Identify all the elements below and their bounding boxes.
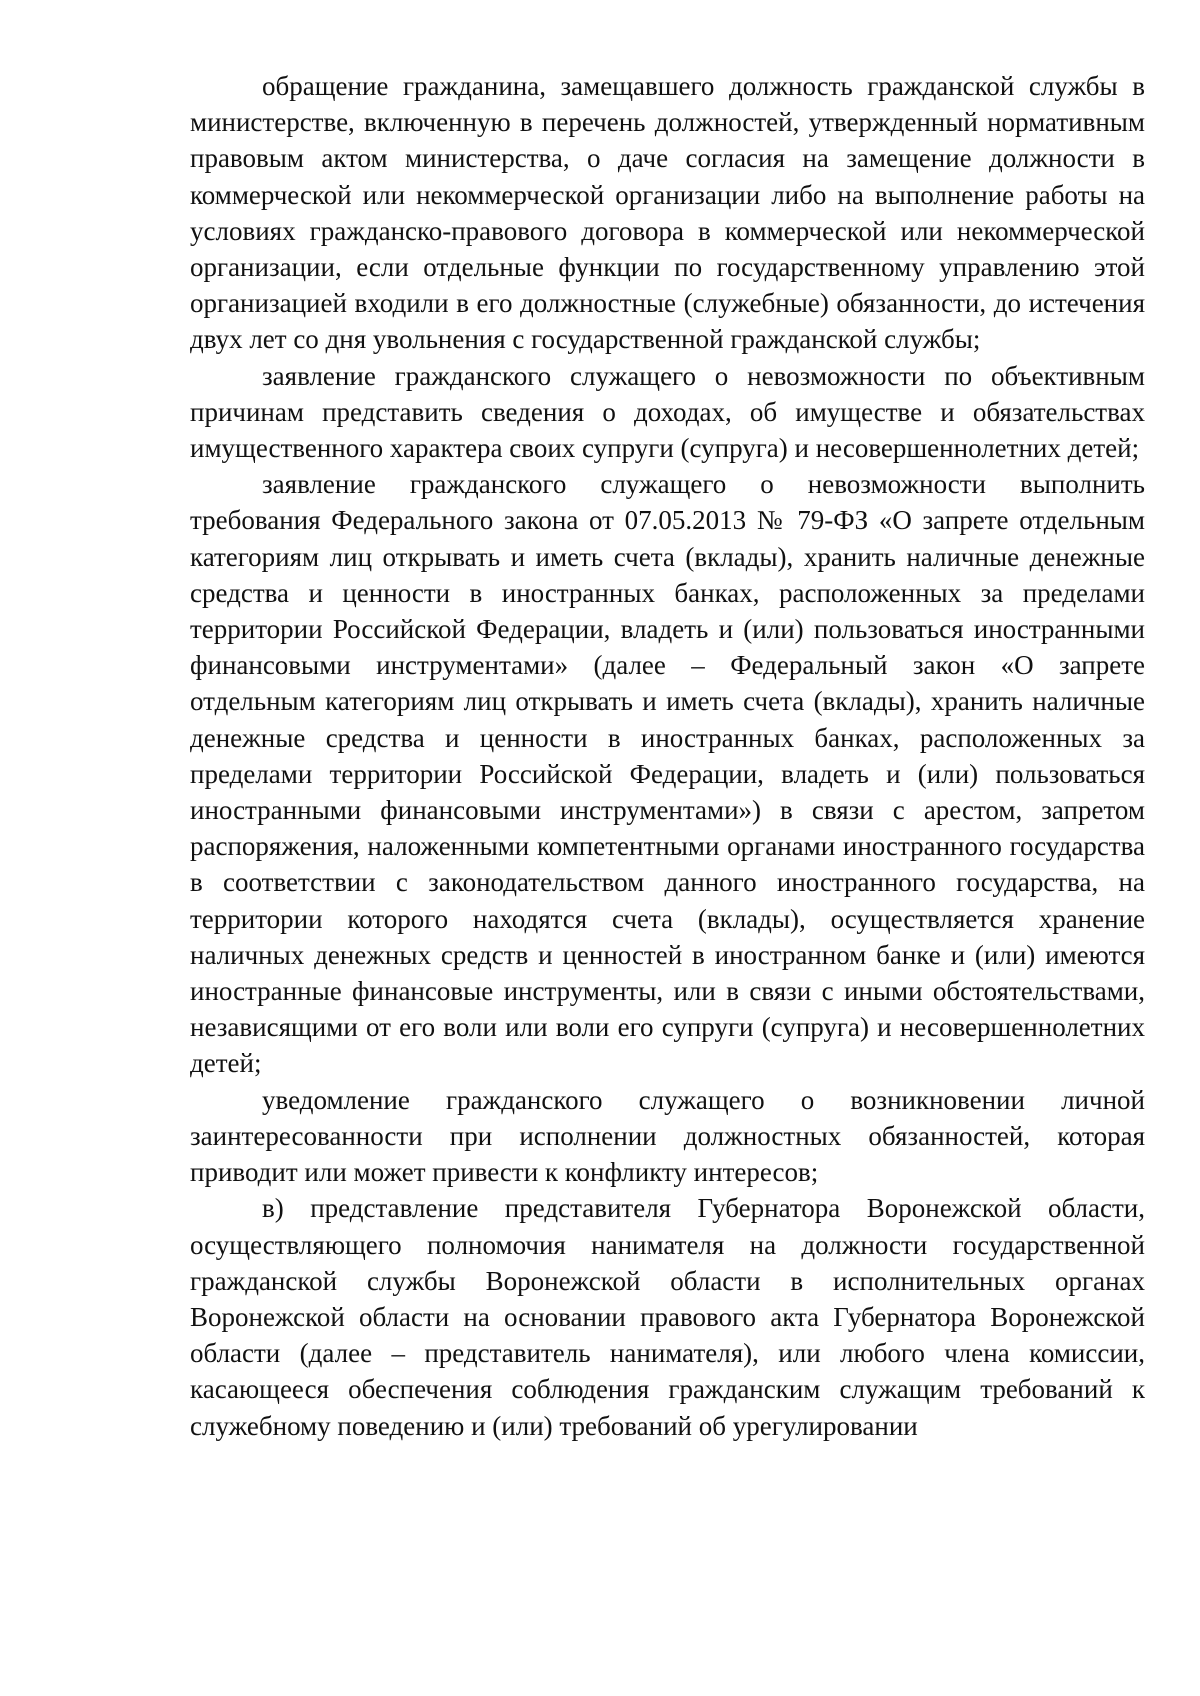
paragraph-income-disclosure-statement: заявление гражданского служащего о невозможности по объективным причинам представить сведения о доходах, об имуществе и обязательствах имущественного характера своих супруги (супруга) и несовершеннолетних детей; [190,360,1145,464]
paragraph-conflict-of-interest-notice: уведомление гражданского служащего о возникновении личной заинтересованности при исполнении должностных обязанностей, которая приводит или может привести к конфликту интересов; [190,1084,1145,1188]
paragraph-foreign-accounts-statement: заявление гражданского служащего о невозможности выполнить требования Федерального закона от 07.05.2013 № 79-ФЗ «О запрете отдельным категориям лиц открывать и иметь счета (вклады), хранить наличные денежные средства и ценности в иностранных банках, расположенных за пределами территории Российской Федерации, владеть и (или) пользоваться иностранными финансовыми инструментами» (далее – Федеральный закон «О запрете отдельным категориям лиц открывать и иметь счета (вклады), хранить наличные денежные средства и ценности в иностранных банках, расположенных за пределами территории Российской Федерации, владеть и (или) пользоваться иностранными финансовыми инструментами») в связи с арестом, запретом распоряжения, наложенными компетентными органами иностранного государства в соответствии с законодательством данного иностранного государства, на территории которого находятся счета (вклады), осуществляется хранение наличных денежных средств и ценностей в иностранном банке и (или) имеются иностранные финансовые инструменты, или в связи с иными обстоятельствами, независящими от его воли или воли его супруги (супруга) и несовершеннолетних детей; [190,469,1145,1079]
document-body [190,68,1145,1444]
paragraph-governor-representative-submission: в) представление представителя Губернатора Воронежской области, осуществляющего полномочия нанимателя на должности государственной гражданской службы Воронежской области в исполнительных органах Воронежской области на основании правового акта Губернатора Воронежской области (далее – представитель нанимателя), или любого члена комиссии, касающееся обеспечения соблюдения гражданским служащим требований к служебному поведению и (или) требований об урегулировании [190,1193,1145,1441]
paragraph-former-employee-appeal: обращение гражданина, замещавшего должность гражданской службы в министерстве, включенную в перечень должностей, утвержденный нормативным правовым актом министерства, о даче согласия на замещение должности в коммерческой или некоммерческой организации либо на выполнение работы на условиях гражданско-правового договора в коммерческой или некоммерческой организации, если отдельные функции по государственному управлению этой организацией входили в его должностные (служебные) обязанности, до истечения двух лет со дня увольнения с государственной гражданской службы; [190,71,1145,355]
